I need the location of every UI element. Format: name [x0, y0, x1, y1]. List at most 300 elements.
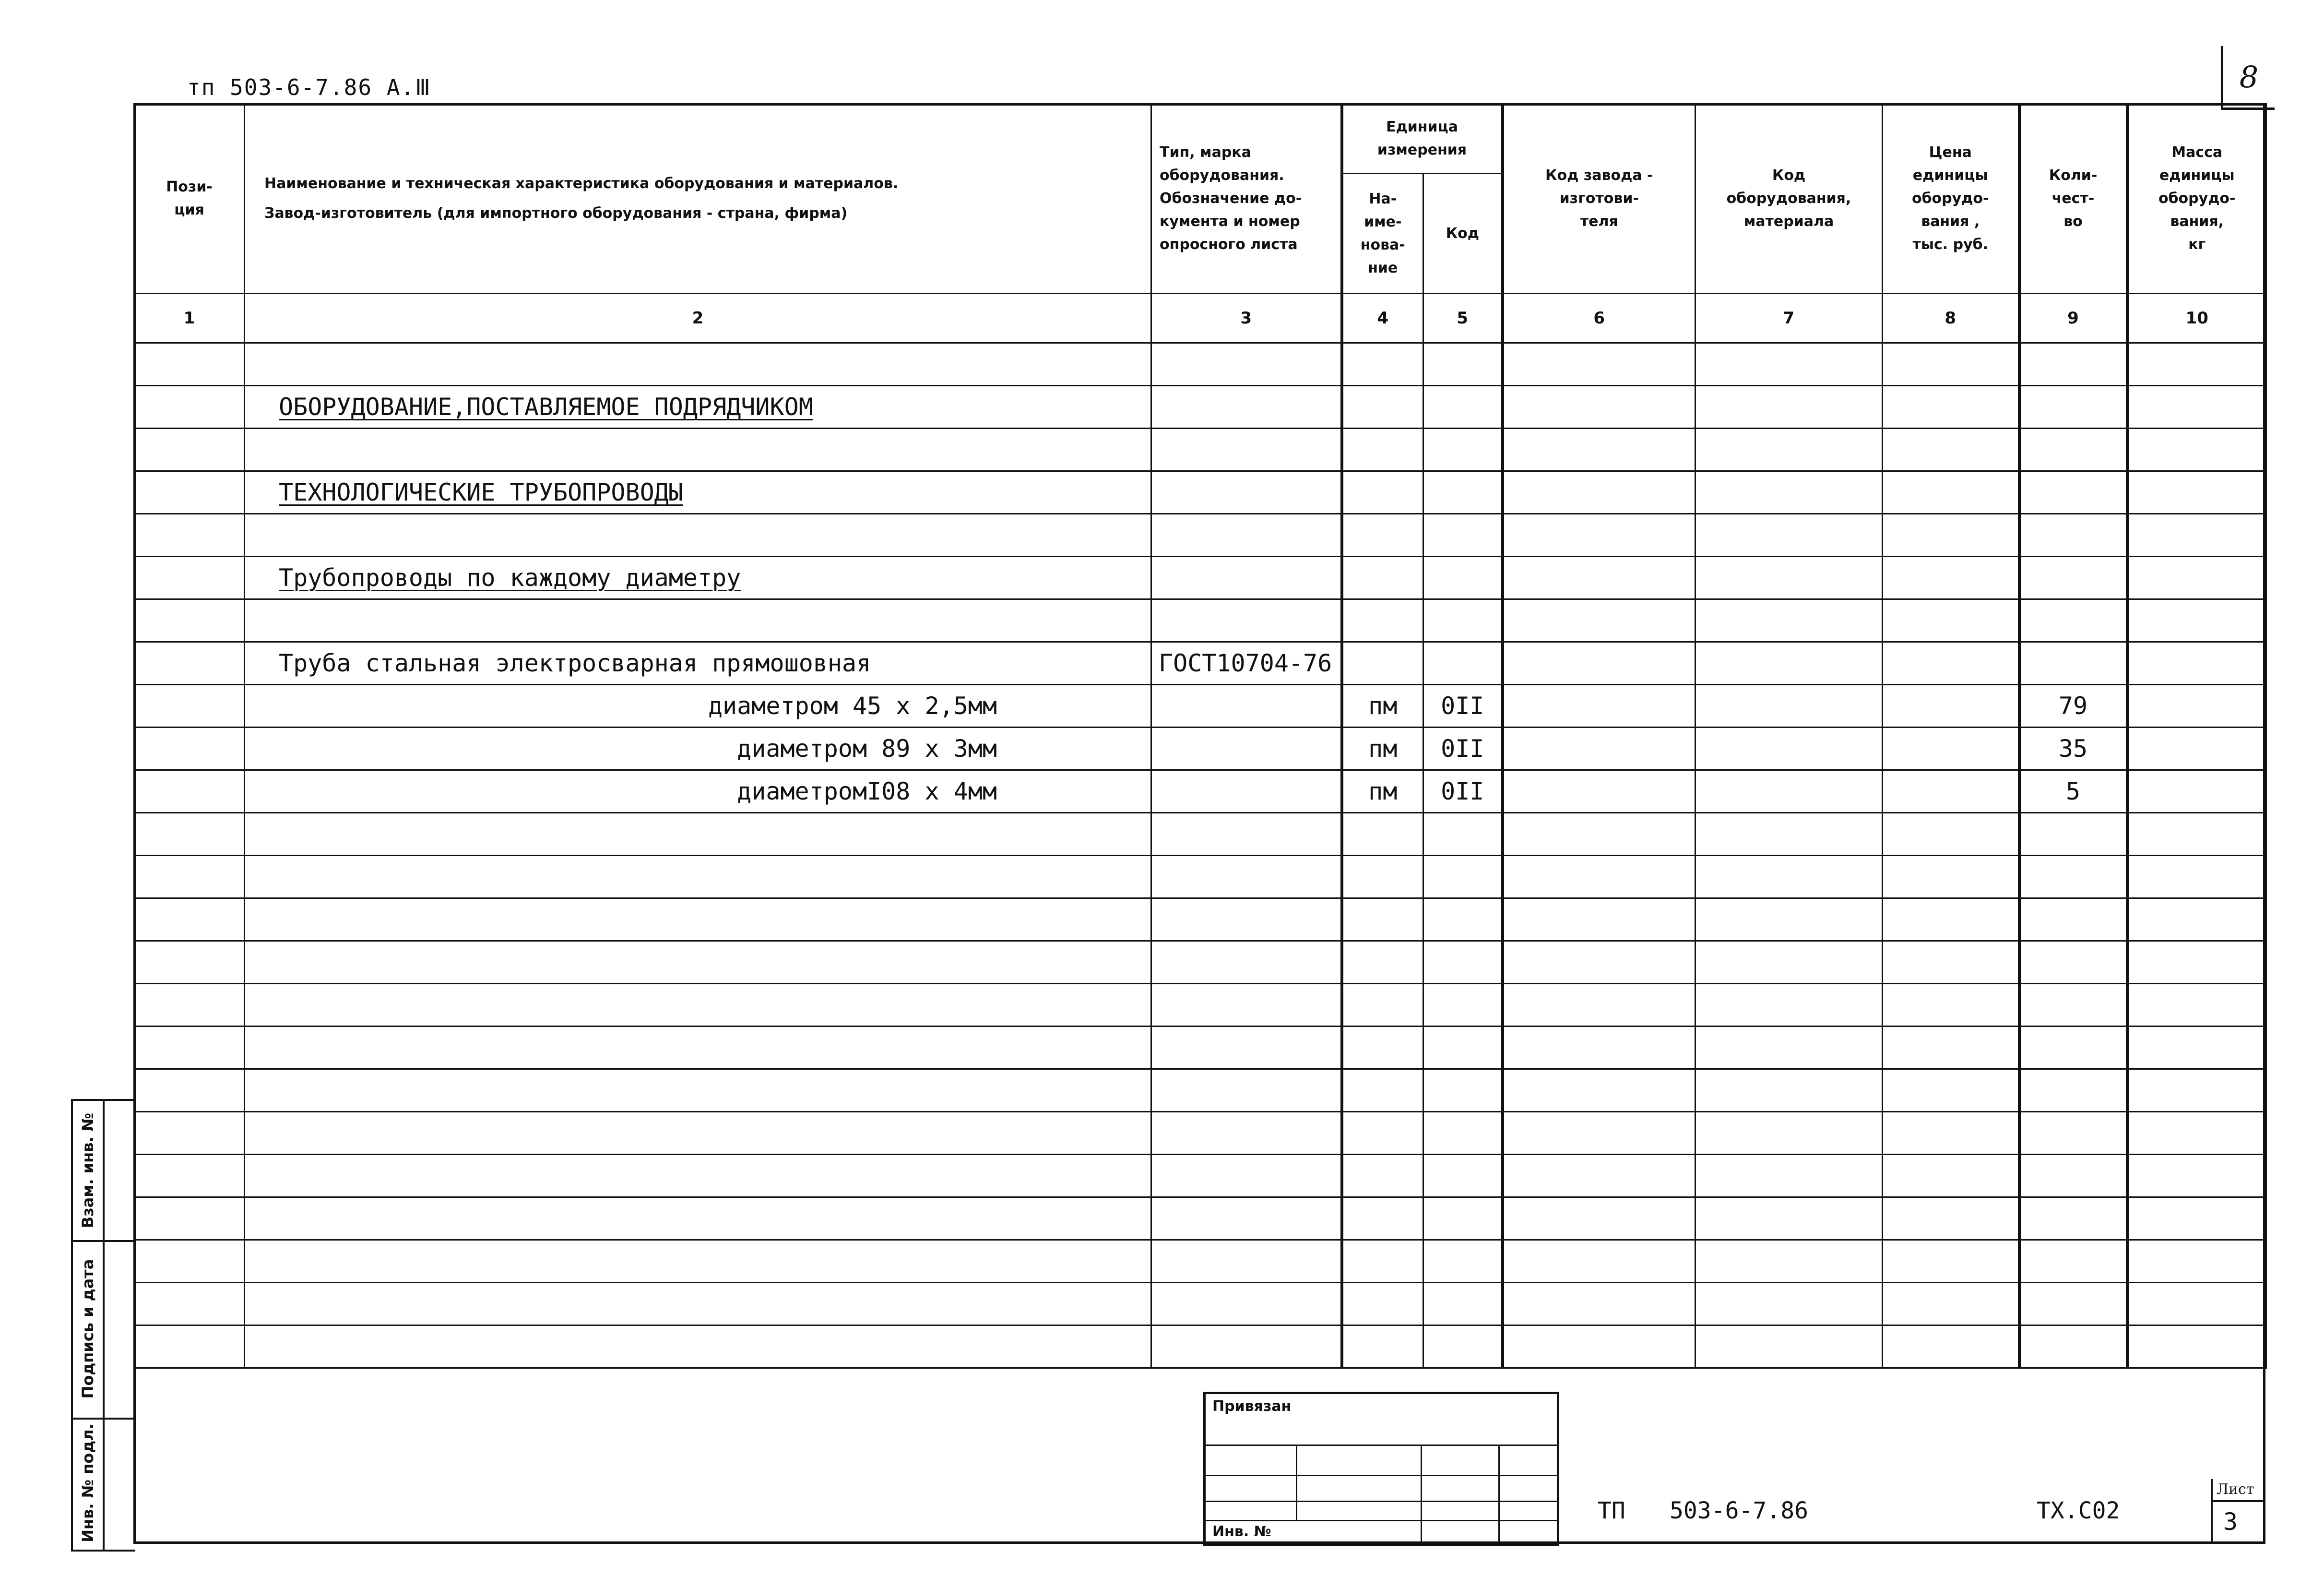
- table-cell: [1151, 343, 1342, 386]
- header-equipment-code: Код оборудования, материала: [1696, 104, 1883, 294]
- table-cell: [1423, 429, 1503, 471]
- table-cell: [1883, 1283, 2019, 1325]
- blank-row: [134, 941, 2266, 984]
- column-number: 8: [1883, 294, 2019, 343]
- table-cell: [1503, 599, 1696, 642]
- table-cell: [245, 1112, 1151, 1155]
- table-cell: [1151, 813, 1342, 856]
- table-cell: [1151, 386, 1342, 429]
- table-cell: [2127, 1112, 2266, 1155]
- section-heading: ТЕХНОЛОГИЧЕСКИЕ ТРУБОПРОВОДЫ: [245, 471, 1151, 514]
- column-number: 6: [1503, 294, 1696, 343]
- table-cell: [134, 1027, 245, 1069]
- sub-item-quantity: 5: [2019, 770, 2127, 813]
- table-cell: [1503, 642, 1696, 685]
- blank-row: [134, 429, 2266, 471]
- table-cell: [1342, 514, 1423, 557]
- table-cell: [1503, 1069, 1696, 1112]
- title-block-line: [1206, 1445, 1557, 1446]
- table-cell: [1696, 471, 1883, 514]
- table-cell: [1342, 941, 1423, 984]
- side-stamp-signature-date-label: Подпись и дата: [79, 1259, 97, 1399]
- header-price: Цена единицы оборудо- вания , тыс. руб.: [1883, 104, 2019, 294]
- footer-sheet-code: ТХ.С02: [2037, 1497, 2120, 1524]
- side-strip-line: [103, 1418, 135, 1420]
- sub-item-unit-code: 0II: [1423, 770, 1503, 813]
- table-cell: [1342, 599, 1423, 642]
- table-cell: [1883, 685, 2019, 728]
- table-cell: [1342, 984, 1423, 1027]
- header-unit-group: Единица измерения: [1342, 104, 1503, 174]
- table-cell: [2019, 1283, 2127, 1325]
- table-cell: [2127, 471, 2266, 514]
- table-cell: [1883, 1197, 2019, 1240]
- table-cell: [1883, 1155, 2019, 1197]
- sheet-number-box: [2211, 1479, 2265, 1544]
- table-cell: [2127, 1027, 2266, 1069]
- table-cell: [1883, 770, 2019, 813]
- table-cell: [1503, 1027, 1696, 1069]
- table-cell: [1342, 386, 1423, 429]
- table-cell: [1696, 1155, 1883, 1197]
- table-cell: [1696, 343, 1883, 386]
- table-cell: [2127, 1197, 2266, 1240]
- table-cell: [2127, 898, 2266, 941]
- column-number: 1: [134, 294, 245, 343]
- blank-row: [134, 813, 2266, 856]
- table-cell: [1696, 685, 1883, 728]
- table-cell: [245, 1027, 1151, 1069]
- table-cell: [1503, 1283, 1696, 1325]
- table-cell: [1423, 1069, 1503, 1112]
- table-cell: [1151, 728, 1342, 770]
- table-cell: [1883, 941, 2019, 984]
- title-block: [1203, 1392, 1559, 1546]
- title-block-line: [1206, 1501, 1557, 1502]
- table-cell: [1696, 898, 1883, 941]
- side-stamp-strip: [71, 1099, 135, 1552]
- header-name-line2: Завод-изготовитель (для импортного оборудования - страна, фирма): [264, 205, 848, 222]
- table-cell: [1423, 1197, 1503, 1240]
- table-cell: [1883, 429, 2019, 471]
- table-cell: [2127, 599, 2266, 642]
- title-block-divider: [1421, 1445, 1422, 1546]
- sub-item-name: диаметром 45 x 2,5мм: [245, 685, 1151, 728]
- header-row-top: [134, 104, 2266, 174]
- footer-project-code: 503-6-7.86: [1670, 1497, 1808, 1524]
- table-cell: [1696, 599, 1883, 642]
- table-cell: [2019, 386, 2127, 429]
- table-cell: [1503, 1240, 1696, 1283]
- table-cell: [2019, 856, 2127, 898]
- table-cell: [2127, 1283, 2266, 1325]
- table-cell: [1883, 514, 2019, 557]
- table-cell: [2019, 1155, 2127, 1197]
- table-cell: [2127, 770, 2266, 813]
- table-cell: [1342, 471, 1423, 514]
- table-cell: [1883, 557, 2019, 599]
- table-cell: [134, 984, 245, 1027]
- table-cell: [1423, 898, 1503, 941]
- table-cell: [1423, 343, 1503, 386]
- side-strip-divider: [103, 1101, 105, 1550]
- side-stamp-original-inv: [73, 1418, 103, 1548]
- header-factory-code: Код завода - изготови- теля: [1503, 104, 1696, 294]
- header-name-line1: Наименование и техническая характеристика оборудования и материалов.: [264, 175, 899, 192]
- section-heading: Трубопроводы по каждому диаметру: [245, 557, 1151, 599]
- section-heading: ОБОРУДОВАНИЕ,ПОСТАВЛЯЕМОЕ ПОДРЯДЧИКОМ: [245, 386, 1151, 429]
- table-cell: [1883, 856, 2019, 898]
- table-cell: [1696, 856, 1883, 898]
- table-cell: [1423, 642, 1503, 685]
- column-number: 4: [1342, 294, 1423, 343]
- table-cell: [134, 941, 245, 984]
- table-cell: [2019, 1069, 2127, 1112]
- table-row: [134, 557, 2266, 599]
- table-cell: [134, 856, 245, 898]
- table-cell: [134, 471, 245, 514]
- column-number: 2: [245, 294, 1151, 343]
- table-cell: [2019, 429, 2127, 471]
- table-cell: [134, 343, 245, 386]
- table-cell: [1883, 1069, 2019, 1112]
- table-cell: [134, 1240, 245, 1283]
- sub-item-unit: пм: [1342, 728, 1423, 770]
- column-number: 3: [1151, 294, 1342, 343]
- table-cell: [245, 514, 1151, 557]
- table-cell: [1423, 386, 1503, 429]
- column-number: 7: [1696, 294, 1883, 343]
- table-cell: [134, 1069, 245, 1112]
- table-cell: [1883, 1112, 2019, 1155]
- blank-row: [134, 1283, 2266, 1325]
- table-row: [134, 642, 2266, 685]
- table-cell: [245, 429, 1151, 471]
- table-cell: [1342, 813, 1423, 856]
- table-cell: [134, 1155, 245, 1197]
- table-cell: [1342, 1027, 1423, 1069]
- table-cell: [1696, 941, 1883, 984]
- table-cell: [134, 1325, 245, 1368]
- table-cell: [2019, 1197, 2127, 1240]
- blank-row: [134, 984, 2266, 1027]
- header-mass: Масса единицы оборудо- вания, кг: [2127, 104, 2266, 294]
- table-cell: [2019, 642, 2127, 685]
- table-cell: [2019, 343, 2127, 386]
- table-cell: [2019, 1027, 2127, 1069]
- table-cell: [1151, 941, 1342, 984]
- table-cell: [2127, 642, 2266, 685]
- document-code-top: тп 503-6-7.86 А.Ⅲ: [187, 74, 431, 100]
- table-cell: [1423, 1325, 1503, 1368]
- column-number: 9: [2019, 294, 2127, 343]
- table-cell: [1503, 1112, 1696, 1155]
- sub-item-name: диаметромI08 x 4мм: [245, 770, 1151, 813]
- table-cell: [1151, 599, 1342, 642]
- table-cell: [1503, 941, 1696, 984]
- column-number: 10: [2127, 294, 2266, 343]
- table-row: [134, 386, 2266, 429]
- table-cell: [2127, 343, 2266, 386]
- table-cell: [134, 557, 245, 599]
- table-cell: [1503, 514, 1696, 557]
- table-cell: [1342, 1155, 1423, 1197]
- table-cell: [1503, 1155, 1696, 1197]
- table-cell: [1503, 1325, 1696, 1368]
- table-cell: [1342, 642, 1423, 685]
- table-row: [134, 685, 2266, 728]
- page-number: 8: [2221, 46, 2275, 110]
- table-cell: [2019, 813, 2127, 856]
- table-cell: [2019, 599, 2127, 642]
- table-cell: [1503, 856, 1696, 898]
- table-cell: [1151, 1069, 1342, 1112]
- table-cell: [1696, 514, 1883, 557]
- table-row: [134, 471, 2266, 514]
- table-cell: [1423, 941, 1503, 984]
- table-cell: [1423, 557, 1503, 599]
- table-cell: [1342, 1325, 1423, 1368]
- table-cell: [1503, 813, 1696, 856]
- table-cell: [2019, 1112, 2127, 1155]
- table-cell: [1883, 1027, 2019, 1069]
- table-cell: [1883, 343, 2019, 386]
- table-cell: [2127, 1069, 2266, 1112]
- table-cell: [2127, 685, 2266, 728]
- header-name: [245, 104, 1151, 294]
- table-cell: [134, 642, 245, 685]
- table-cell: [1696, 386, 1883, 429]
- table-cell: [245, 1325, 1151, 1368]
- table-row: [134, 770, 2266, 813]
- table-cell: [1151, 1240, 1342, 1283]
- table-cell: [1342, 1240, 1423, 1283]
- header-unit-name: На- име- нова- ние: [1342, 174, 1423, 294]
- table-cell: [245, 941, 1151, 984]
- table-cell: [2019, 898, 2127, 941]
- table-cell: [1423, 813, 1503, 856]
- header-type: Тип, марка оборудования. Обозначение до- кумента и номер опросного листа: [1151, 104, 1342, 294]
- table-cell: [1696, 1283, 1883, 1325]
- sub-item-unit: пм: [1342, 770, 1423, 813]
- table-cell: [134, 898, 245, 941]
- table-cell: [1342, 1069, 1423, 1112]
- title-block-line: [1206, 1520, 1557, 1521]
- table-cell: [1503, 386, 1696, 429]
- table-cell: [1503, 728, 1696, 770]
- table-cell: [1423, 856, 1503, 898]
- footer-tp: ТП: [1598, 1497, 1625, 1524]
- table-cell: [134, 813, 245, 856]
- table-cell: [1151, 1197, 1342, 1240]
- table-cell: [134, 429, 245, 471]
- table-cell: [2019, 471, 2127, 514]
- table-cell: [1696, 1112, 1883, 1155]
- table-cell: [134, 514, 245, 557]
- table-cell: [1151, 770, 1342, 813]
- table-cell: [1342, 343, 1423, 386]
- table-cell: [1503, 1197, 1696, 1240]
- table-cell: [1696, 984, 1883, 1027]
- table-cell: [2127, 386, 2266, 429]
- table-cell: [1883, 728, 2019, 770]
- title-block-inv-label: Инв. №: [1212, 1523, 1271, 1540]
- table-cell: [2019, 557, 2127, 599]
- table-cell: [2019, 1325, 2127, 1368]
- table-cell: [134, 728, 245, 770]
- table-cell: [245, 984, 1151, 1027]
- blank-row: [134, 343, 2266, 386]
- table-cell: [1696, 1069, 1883, 1112]
- table-cell: [2127, 941, 2266, 984]
- blank-row: [134, 1240, 2266, 1283]
- table-cell: [1503, 770, 1696, 813]
- table-cell: [1883, 898, 2019, 941]
- table-cell: [245, 898, 1151, 941]
- table-cell: [245, 599, 1151, 642]
- blank-row: [134, 856, 2266, 898]
- side-stamp-replace-inv: [73, 1101, 103, 1242]
- table-cell: [134, 770, 245, 813]
- sub-item-quantity: 35: [2019, 728, 2127, 770]
- table-cell: [1696, 1240, 1883, 1283]
- blank-row: [134, 514, 2266, 557]
- table-cell: [1342, 557, 1423, 599]
- table-cell: [1696, 642, 1883, 685]
- table-cell: [2019, 1240, 2127, 1283]
- table-cell: [134, 685, 245, 728]
- title-block-attached-label: Привязан: [1212, 1398, 1292, 1415]
- table-cell: [2019, 984, 2127, 1027]
- title-block-divider: [1296, 1445, 1297, 1520]
- table-cell: [245, 1069, 1151, 1112]
- table-cell: [1883, 1240, 2019, 1283]
- table-cell: [1423, 984, 1503, 1027]
- table-cell: [1151, 1027, 1342, 1069]
- table-cell: [1696, 813, 1883, 856]
- table-cell: [2019, 514, 2127, 557]
- table-cell: [1696, 1325, 1883, 1368]
- side-strip-line: [103, 1240, 135, 1242]
- table-cell: [2127, 728, 2266, 770]
- table-cell: [1151, 514, 1342, 557]
- table-cell: [1503, 685, 1696, 728]
- side-stamp-original-inv-label: Инв. № подл.: [79, 1423, 97, 1542]
- blank-row: [134, 1155, 2266, 1197]
- header-position: Пози- ция: [134, 104, 245, 294]
- table-cell: [1151, 557, 1342, 599]
- table-row: [134, 728, 2266, 770]
- sheet-label: Лист: [2217, 1481, 2254, 1498]
- table-cell: [1883, 642, 2019, 685]
- table-cell: [1696, 770, 1883, 813]
- table-cell: [134, 599, 245, 642]
- table-cell: [1883, 984, 2019, 1027]
- item-name: Труба стальная электросварная прямошовная: [245, 642, 1151, 685]
- header-unit-code: Код: [1423, 174, 1503, 294]
- table-cell: [1151, 429, 1342, 471]
- sheet-number: 3: [2223, 1508, 2238, 1536]
- table-cell: [1151, 984, 1342, 1027]
- table-cell: [1696, 429, 1883, 471]
- table-cell: [1342, 429, 1423, 471]
- blank-row: [134, 898, 2266, 941]
- side-stamp-replace-inv-label: Взам. инв. №: [79, 1112, 97, 1229]
- sub-item-unit-code: 0II: [1423, 728, 1503, 770]
- column-number: 5: [1423, 294, 1503, 343]
- table-cell: [2127, 557, 2266, 599]
- sheet-box-line: [2213, 1500, 2265, 1502]
- table-cell: [1423, 471, 1503, 514]
- table-cell: [134, 1283, 245, 1325]
- table-cell: [134, 386, 245, 429]
- header-quantity: Коли- чест- во: [2019, 104, 2127, 294]
- table-cell: [1503, 984, 1696, 1027]
- column-number-row: [134, 294, 2266, 343]
- title-block-line: [1206, 1475, 1557, 1476]
- table-cell: [2127, 813, 2266, 856]
- blank-row: [134, 1112, 2266, 1155]
- table-cell: [1696, 557, 1883, 599]
- table-cell: [1151, 471, 1342, 514]
- table-cell: [2127, 514, 2266, 557]
- table-cell: [1423, 514, 1503, 557]
- table-cell: [1696, 728, 1883, 770]
- side-stamp-signature-date: [73, 1240, 103, 1420]
- blank-row: [134, 1325, 2266, 1368]
- table-cell: [1503, 557, 1696, 599]
- table-cell: [2127, 1155, 2266, 1197]
- table-cell: [2127, 1325, 2266, 1368]
- spec-table-body: [134, 343, 2266, 1368]
- table-cell: [245, 1240, 1151, 1283]
- table-cell: [245, 1283, 1151, 1325]
- blank-row: [134, 1197, 2266, 1240]
- table-cell: [134, 1112, 245, 1155]
- blank-row: [134, 599, 2266, 642]
- table-cell: [1151, 856, 1342, 898]
- table-cell: [245, 813, 1151, 856]
- table-cell: [134, 1197, 245, 1240]
- table-cell: [1342, 856, 1423, 898]
- table-cell: [1883, 1325, 2019, 1368]
- table-cell: [1696, 1027, 1883, 1069]
- table-cell: [1342, 1197, 1423, 1240]
- table-cell: [1151, 1112, 1342, 1155]
- table-cell: [1423, 1283, 1503, 1325]
- sub-item-name: диаметром 89 x 3мм: [245, 728, 1151, 770]
- sub-item-quantity: 79: [2019, 685, 2127, 728]
- table-cell: [1151, 1283, 1342, 1325]
- table-cell: [1883, 599, 2019, 642]
- item-standard: ГОСТ10704-76: [1151, 642, 1342, 685]
- table-cell: [2019, 941, 2127, 984]
- table-cell: [245, 1155, 1151, 1197]
- table-cell: [1151, 1155, 1342, 1197]
- blank-row: [134, 1069, 2266, 1112]
- table-cell: [1151, 685, 1342, 728]
- blank-row: [134, 1027, 2266, 1069]
- table-cell: [1883, 813, 2019, 856]
- table-cell: [1151, 898, 1342, 941]
- table-cell: [1423, 1027, 1503, 1069]
- table-cell: [1696, 1197, 1883, 1240]
- table-cell: [245, 343, 1151, 386]
- table-cell: [1423, 1155, 1503, 1197]
- sub-item-unit-code: 0II: [1423, 685, 1503, 728]
- table-cell: [1883, 471, 2019, 514]
- table-cell: [2127, 1240, 2266, 1283]
